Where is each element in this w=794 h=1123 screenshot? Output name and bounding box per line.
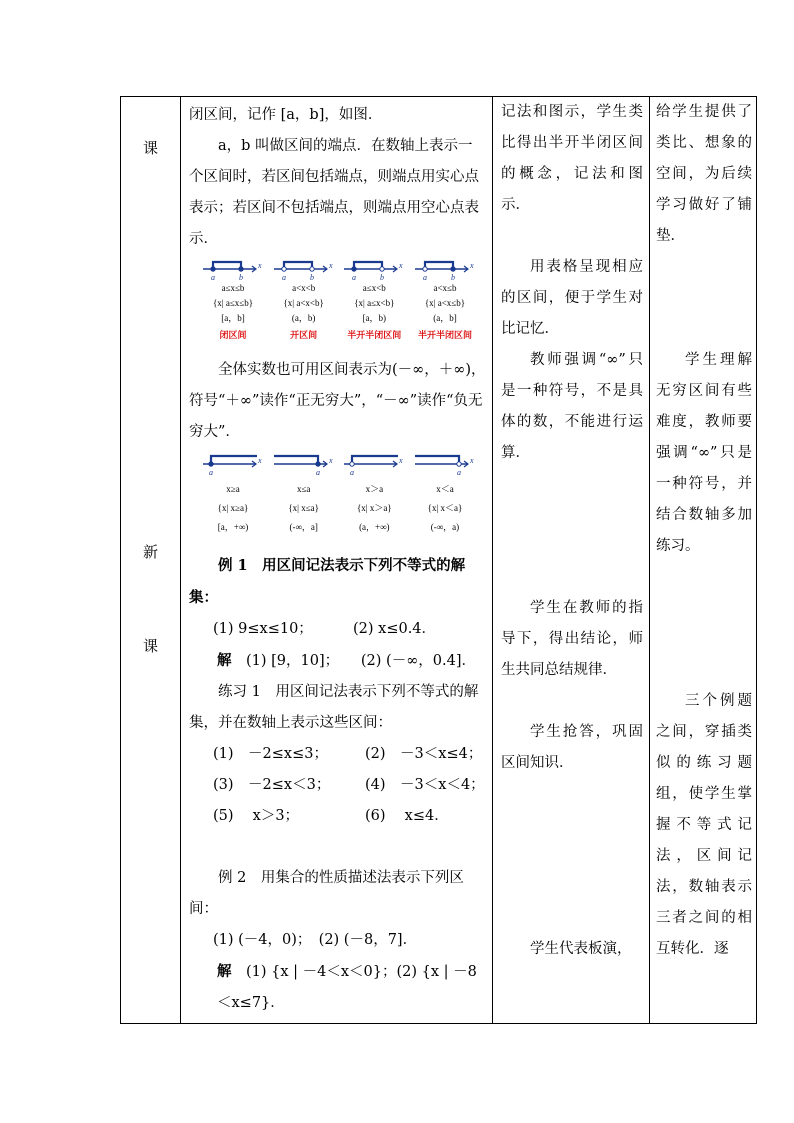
inequality-label: x＜a [436,484,454,494]
finite-diagram [199,257,267,355]
number-line [342,257,406,281]
example-1-solution [189,645,486,677]
interval-bracket [354,262,382,269]
set-label: {x| x≥a} [217,503,249,513]
left-endpoint [352,267,356,271]
student-p2: 用表格呈现相应的区间，便于学生对比记忆． [501,259,643,337]
stage-char-2: 新 [142,543,158,561]
set-label: {x| x＜a} [427,503,463,513]
inequality-label: a≤x≤b [221,283,245,293]
set-label: {x| a<x≤b} [424,298,466,308]
infinite-diagram [340,450,408,550]
solution-label: 解 [217,652,232,669]
solution-label: 解 [217,963,232,980]
content-cell [181,97,493,1024]
practice-row [189,770,486,801]
number-line [201,257,265,281]
interval-bracket [425,262,453,269]
interval-label: (a，b] [433,313,457,323]
practice-item: (1) －2≤x≤3； [213,746,328,762]
set-label: {x| x≤a} [288,503,319,513]
interval-label: (-∞，a] [289,522,318,532]
student-activity-cell [493,97,650,1024]
interval-name-label: 开区间 [290,330,318,340]
inequality-label: x≥a [226,484,240,494]
closed-interval-line: 闭区间，记作 [a，b]，如图． [189,107,383,123]
number-line [342,450,406,476]
endpoint [315,462,319,466]
finite-interval-diagrams [189,255,479,355]
stage-cell [121,97,181,1024]
example-2-solution-text: (1) {x | －4＜x＜0}；(2) {x | －8＜x≤7}． [217,964,477,1011]
inequality-label: x≤a [296,484,311,494]
infinite-diagram [411,450,479,550]
label-x: x [399,261,403,270]
interval-label: [a，b] [221,313,245,323]
inequality-label: a≤x<b [362,283,386,293]
infinity-paragraph: 全体实数也可用区间表示为(－∞，＋∞)，符号“＋∞”读作“正无穷大”，“－∞”读作“负无穷大”． [189,362,486,440]
endpoint [350,462,354,466]
student-p4: 学生在教师的指导下，得出结论，师生共同总结规律． [501,600,643,678]
practice-item: (3) －2≤x＜3； [213,777,331,793]
interval-label: [a，b) [362,313,387,323]
label-x: x [328,456,333,465]
right-endpoint [309,267,313,271]
interval-name-label: 半开半闭区间 [417,330,472,340]
right-endpoint [451,267,455,271]
left-endpoint [211,267,215,271]
right-endpoint [380,267,384,271]
ray-bracket [352,456,398,464]
inequality-label: a<x≤b [433,283,457,293]
interval-label: (a，b) [291,313,316,323]
practice-row [189,739,486,770]
example-1-solution-text: (1) [9，10]； (2) (－∞，0.4]． [246,653,476,669]
label-x: x [258,261,262,270]
label-x: x [469,261,474,270]
label-a: a [281,273,286,281]
label-x: x [258,456,262,465]
finite-diagram [411,257,479,355]
design-intent-cell [650,97,757,1024]
label-a: a [315,468,320,476]
example-2-solution [189,956,486,1019]
practice-item: (6) x≤4． [365,808,449,824]
infinite-diagram [199,450,267,550]
lesson-plan-table [120,96,757,1024]
number-line [201,450,265,476]
label-a: a [352,273,357,281]
set-label: {x| a≤x≤b} [212,298,254,308]
example-1-title: 例 1 用区间记法表示下列不等式的解集： [189,557,466,606]
interval-label: [a，+∞) [217,522,249,532]
infinite-interval-diagrams [189,448,479,550]
example-2-questions: (1) (－4，0)； (2) (－8，7]． [213,932,418,948]
interval-name-label: 闭区间 [219,330,247,340]
example-1-q1: (1) 9≤x≤10； [213,621,313,637]
stage-char-1: 课 [142,139,158,157]
infinite-diagram [270,450,338,550]
label-x: x [399,456,403,465]
ray-bracket [274,456,318,464]
interval-label: (-∞，a) [430,522,460,532]
label-b: b [450,273,455,281]
set-label: {x| x＞a} [356,503,392,513]
practice-item: (4) －3＜x＜4； [365,777,485,793]
endpoint [457,462,461,466]
finite-diagram [270,257,338,355]
label-b: b [309,273,314,281]
label-b: b [380,273,385,281]
student-p1: 记法和图示，学生类比得出半开半闭区间的概念，记法和图示． [501,104,643,213]
student-p5: 学生抢答，巩固区间知识． [501,724,643,771]
interval-label: (a，+∞) [359,522,390,532]
interval-bracket [284,262,312,269]
example-1-questions [189,614,486,645]
number-line [413,450,477,476]
intent-p2: 学生理解无穷区间有些难度，教师要强调“∞”只是一种符号，并结合数轴多加练习。 [656,352,752,554]
number-line [413,257,477,281]
label-a: a [211,273,215,281]
right-endpoint [239,267,243,271]
label-a: a [350,468,355,476]
number-line [272,450,336,476]
example-1-q2: (2) x≤0.4． [353,621,437,637]
label-a: a [209,468,213,476]
practice-item: (2) －3＜x≤4； [365,746,483,762]
practice-item: (5) x＞3； [213,808,300,824]
label-a: a [422,273,427,281]
inequality-label: x＞a [365,484,384,494]
practice-row [189,801,486,832]
student-p6: 学生代表板演， [530,941,632,957]
student-p3: 教师强调“∞”只是一种符号，不是具体的数，不能进行运算． [501,352,643,461]
left-endpoint [281,267,285,271]
label-b: b [239,273,243,281]
label-x: x [328,261,333,270]
practice-1-items [189,739,486,832]
number-line [272,257,336,281]
intent-p3: 三个例题之间，穿插类似的练习题组，使学生掌握不等式记法，区间记法，数轴表示三者之间的相互转化．逐 [656,693,752,957]
left-endpoint [423,267,427,271]
label-x: x [469,456,474,465]
stage-char-3: 课 [142,637,158,655]
set-label: {x| a≤x<b} [354,298,395,308]
practice-1-title: 练习 1 用区间记法表示下列不等式的解集，并在数轴上表示这些区间： [189,684,479,731]
set-label: {x| a<x<b} [283,298,324,308]
interval-name-label: 半开半闭区间 [347,330,402,340]
example-2-title: 例 2 用集合的性质描述法表示下列区间： [189,870,464,917]
endpoint [209,462,213,466]
interval-bracket [213,262,241,269]
intent-p1: 给学生提供了类比、想象的空间，为后续学习做好了铺垫． [656,104,752,244]
inequality-label: a<x<b [292,283,316,293]
endpoint-paragraph: a，b 叫做区间的端点．在数轴上表示一个区间时，若区间包括端点，则端点用实心点表示；若区间不包括端点，则端点用空心点表示． [189,138,479,247]
ray-bracket [415,456,459,464]
ray-bracket [211,456,257,464]
finite-diagram [340,257,408,355]
label-a: a [456,468,461,476]
